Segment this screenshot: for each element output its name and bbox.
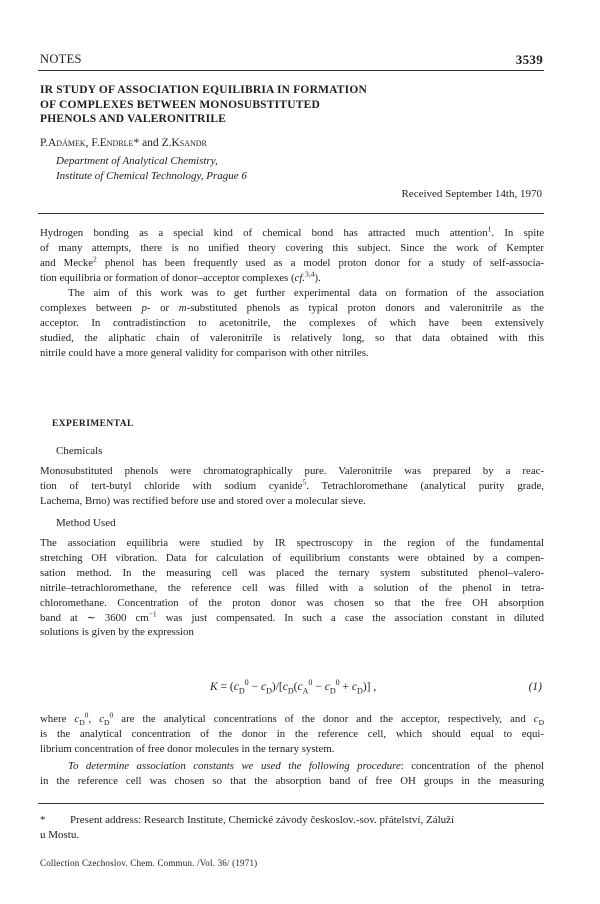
- text-line: complexes between p- or m-substituted phenols as typical proton donors and valeronitrile as the: [40, 301, 544, 314]
- text-line: The aim of this work was to get further experimental data on formation of the association: [68, 287, 544, 299]
- text-line: To determine association constants we used the following procedure: concentration of the phenol: [68, 760, 544, 772]
- text-line: nitrile could have a more general validity for comparison with other nitriles.: [40, 346, 369, 359]
- text-line: is the analytical concentration of the donor in the reference cell, which should equal to equi-: [40, 727, 544, 740]
- author-name: Ksandr: [171, 137, 207, 149]
- text-line: solutions is given by the expression: [40, 626, 194, 639]
- text-line: sation method. In the measuring cell was placed the ternary system substituted phenol–valero-: [40, 566, 544, 579]
- citation: 5: [302, 477, 307, 487]
- text-line: band at ∼ 3600 $cm^{-1}$ was just compensated. In such a case the association constant in diluted: [40, 608, 544, 624]
- page-number: 3539: [515, 52, 543, 67]
- subheading-chemicals: Chemicals: [56, 445, 103, 457]
- footnote-rule: [38, 803, 544, 804]
- text-line: stretching OH vibration. Data for calculation of equilibrium constants were obtained by a compen-: [40, 551, 544, 564]
- citation: 2: [93, 254, 97, 264]
- subheading-method: Method Used: [56, 517, 116, 529]
- author-list: [40, 137, 207, 149]
- title-line: OF COMPLEXES BETWEEN MONOSUBSTITUTED: [40, 98, 320, 111]
- section-heading-experimental: EXPERIMENTAL: [52, 419, 134, 429]
- title-block-rule: [38, 213, 544, 214]
- author-initial: P.: [40, 137, 48, 149]
- text-line: studied, the aliphatic chain of valeronitrile is relatively long, so that data obtained with this: [40, 331, 544, 344]
- intro-paragraph: [40, 226, 544, 286]
- citation: 1: [487, 224, 492, 234]
- footnote-mark: *: [133, 137, 140, 149]
- header-rule: [38, 70, 544, 71]
- text-line: chloromethane. Concentration of the proton donor was chosen so that the free OH absorption: [40, 596, 544, 609]
- received-date: Received September 14th, 1970: [401, 188, 542, 200]
- footnote-line: * Present address: Research Institute, Chemické závody českoslov.-sov. přátelství, Záluží: [40, 814, 455, 826]
- text-line: nitrile–tetrachloromethane, the reference cell was filled with a solution of the phenol in tetra-: [40, 581, 544, 594]
- text-line: and Mecke$^2$ phenol has been frequently used as a model proton donor for a study of self-associa-: [40, 254, 544, 269]
- author-initial: Z.: [161, 137, 172, 149]
- affiliation-line: Institute of Chemical Technology, Prague 6: [56, 170, 247, 182]
- article-title: [40, 83, 367, 127]
- citation: 3,4: [305, 269, 315, 279]
- affiliation: [56, 154, 247, 184]
- title-line: PHENOLS AND VALERONITRILE: [40, 113, 227, 125]
- definitions-paragraph: [40, 712, 544, 757]
- author-initial: F.: [91, 137, 100, 149]
- procedure-paragraph: [40, 759, 544, 789]
- method-paragraph: [40, 536, 544, 640]
- author-name: Endrle: [99, 137, 134, 149]
- text-line: tion of tert-butyl chloride with sodium cyanide$^5$. Tetrachloromethane (analytical purity grade,: [40, 477, 544, 492]
- text-line: of many attempts, there is no unified theory covering this subject. Since the work of Kempter: [40, 241, 544, 254]
- text-line: The association equilibria were studied by IR spectroscopy in the region of the fundamental: [40, 537, 544, 549]
- affiliation-line: Department of Analytical Chemistry,: [56, 155, 218, 167]
- text-line: acceptor. In contradistinction to acetonitrile, the complexes of which have been extensively: [40, 316, 544, 329]
- footnote-line: u Mostu.: [40, 828, 80, 841]
- author-separator: and: [139, 137, 162, 149]
- chemicals-paragraph: [40, 464, 544, 509]
- text-line: librium concentration of free donor molecules in the ternary system.: [40, 742, 335, 755]
- aim-paragraph: [40, 286, 544, 361]
- text-line: Monosubstituted phenols were chromatographically pure. Valeronitrile was prepared by a reac-: [40, 465, 544, 477]
- text-line: Hydrogen bonding as a special kind of chemical bond has attracted much attention$^1$. In spite: [40, 224, 544, 239]
- footnote: [40, 813, 544, 842]
- section-label: NOTES: [40, 52, 82, 66]
- footnote-mark: *: [40, 814, 46, 826]
- author-separator: ,: [85, 137, 92, 149]
- text-line: where $c_D^0$, $c_D^0$ are the analytical concentrations of the donor and the acceptor, respectively, and $c_D$: [40, 710, 545, 728]
- author-name: Adámek: [48, 137, 86, 149]
- text-line: Lachema, Brno) was rectified before use and stored over a molecular sieve.: [40, 494, 366, 507]
- equation-formula: $K = (c_D^0 - c_D)/[c_D(c_A^0 - c_D^0 + c_D)]$ ,: [210, 678, 377, 696]
- equation-number: (1): [528, 681, 542, 693]
- text-line: tion equilibria or formation of donor–acceptor complexes (cf.$^{3,4}$).: [40, 269, 321, 284]
- journal-citation: Collection Czechoslov. Chem. Commun. /Vol. 36/ (1971): [40, 858, 258, 868]
- title-line: IR STUDY OF ASSOCIATION EQUILIBRIA IN FORMATION: [40, 84, 367, 96]
- text-line: in the reference cell was chosen so that the absorption band of free OH groups in the measuring: [40, 774, 544, 787]
